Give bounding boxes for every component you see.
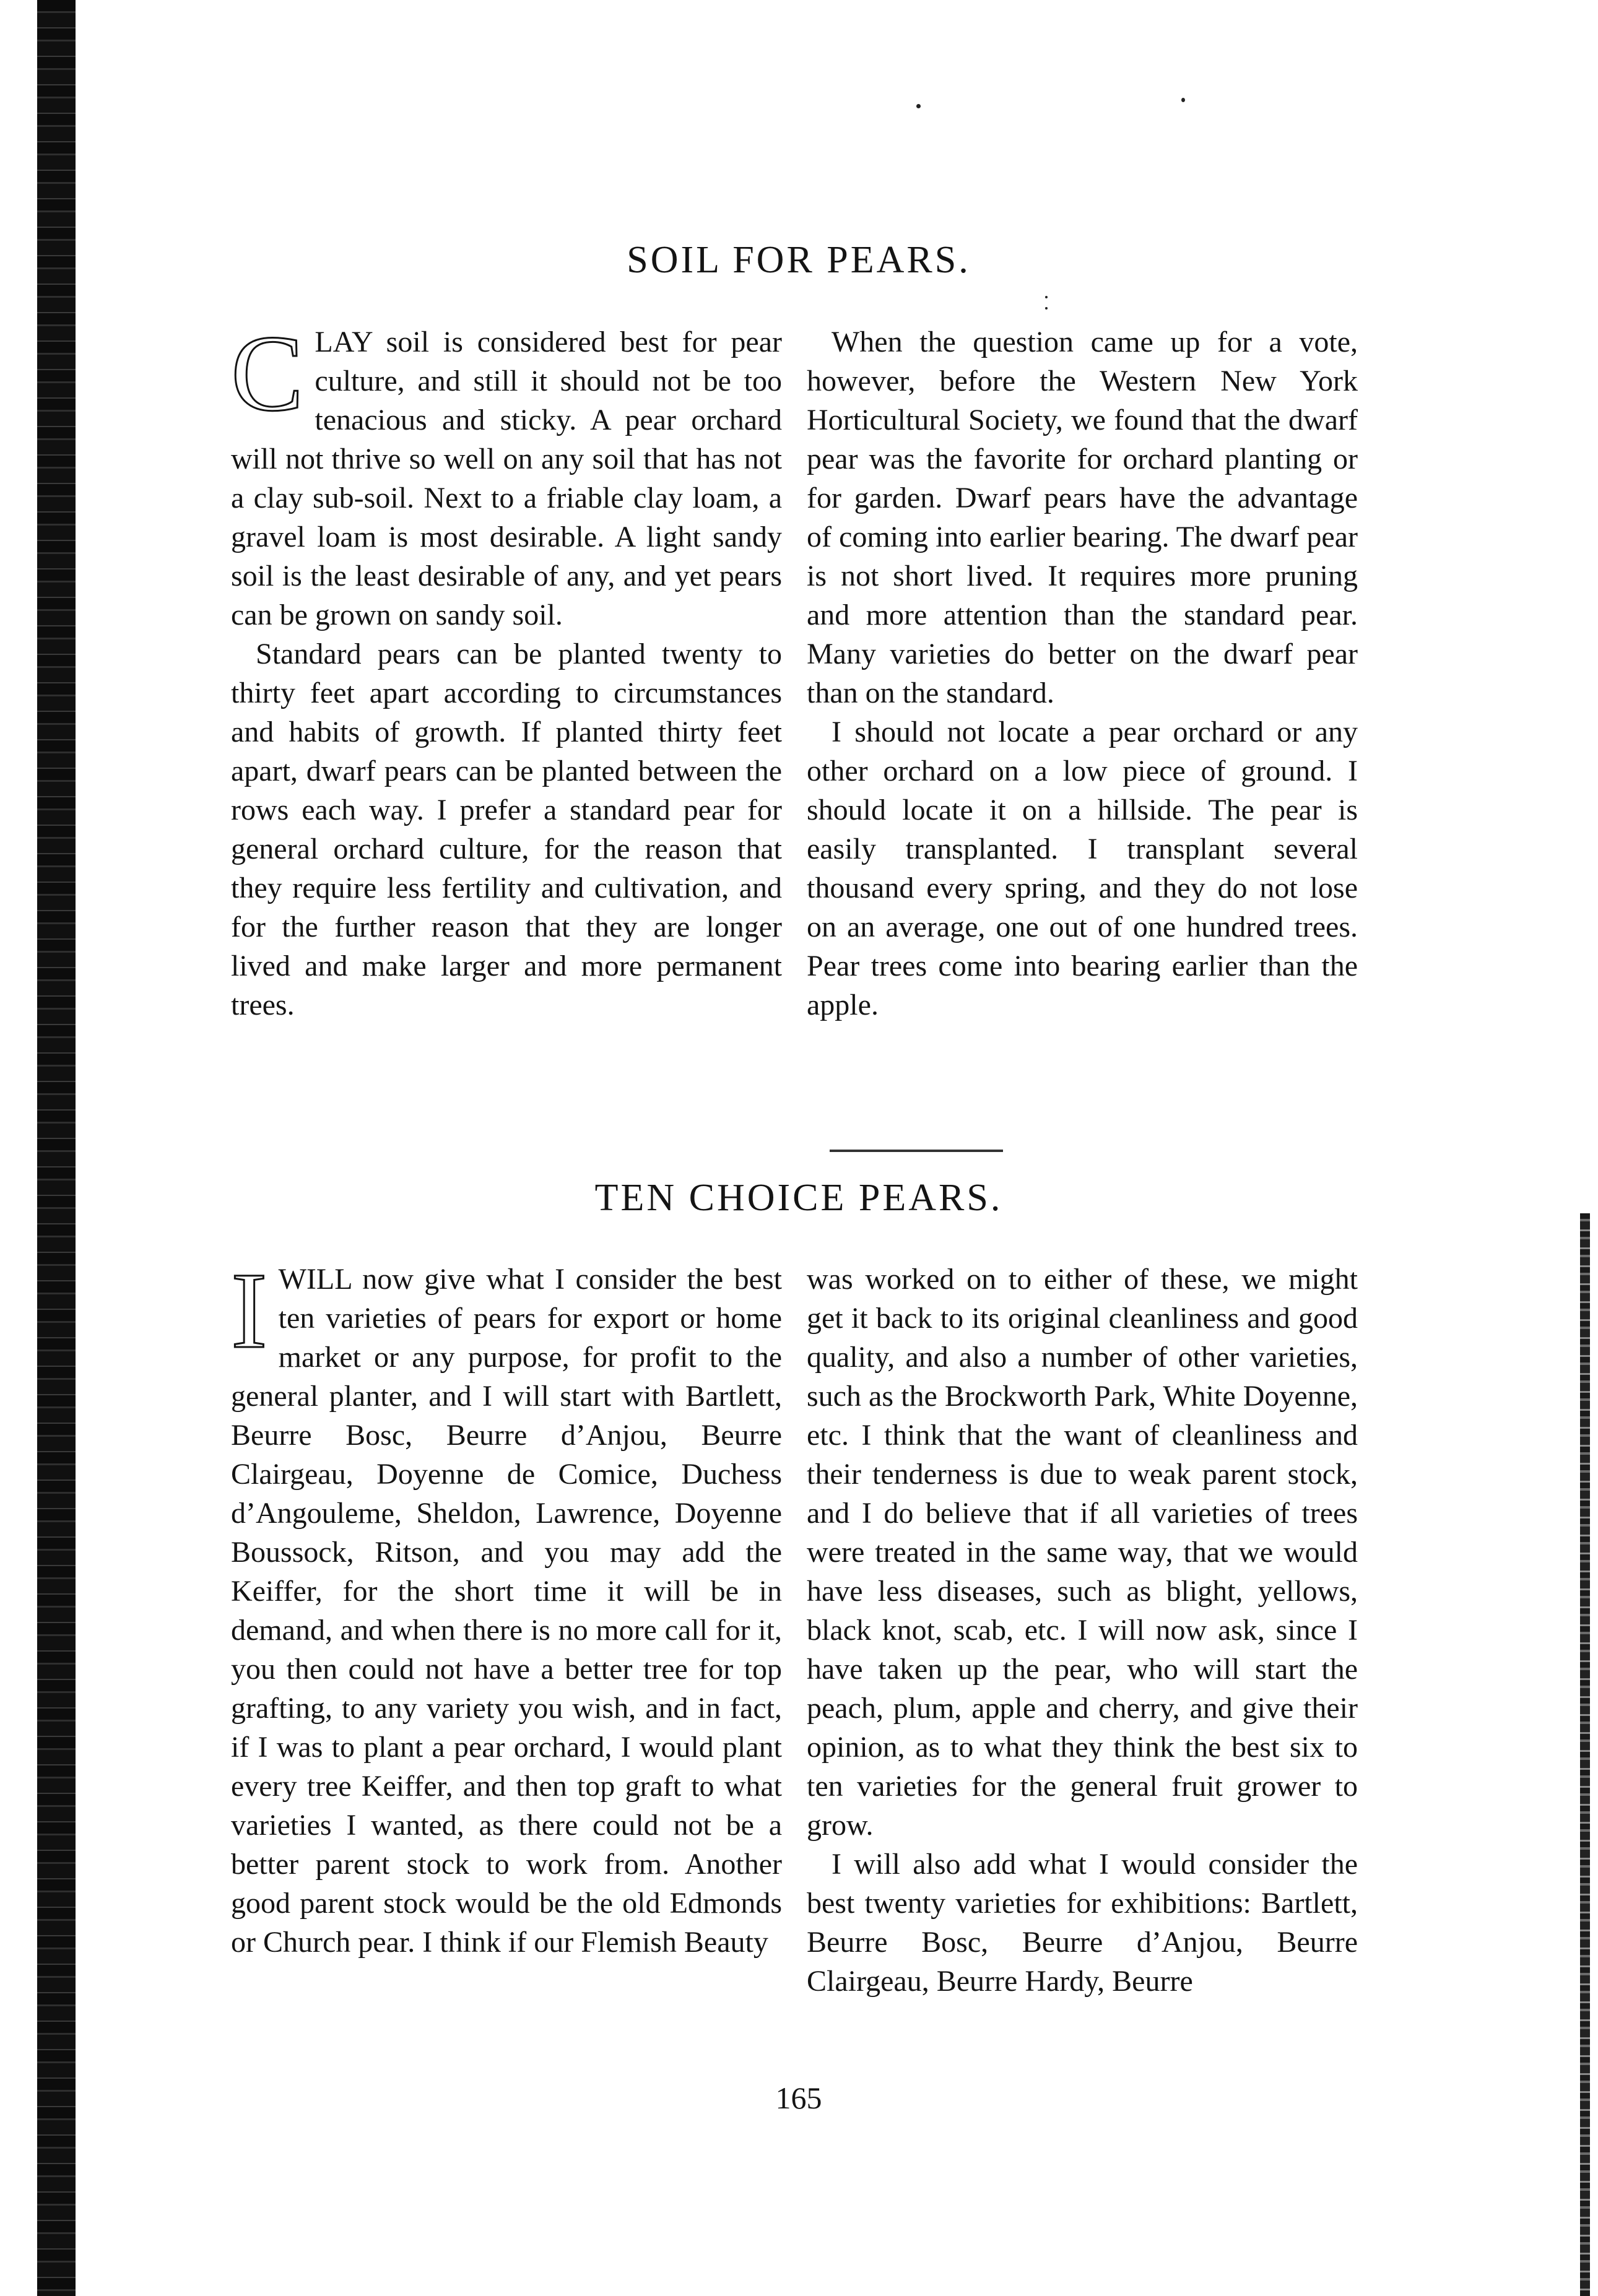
dropcap-letter: I <box>231 1250 267 1371</box>
scanned-binding-edge-left <box>37 0 76 2296</box>
soil-paragraph-1-text: LAY soil is considered best for pear culture, and still it should not be too tenacious and sticky. A pear orchard will not thrive so well on any soil that has not a clay sub-soil. Next to a friable clay loam, a gravel loam is most desirable. A light sandy soil is the least desirable of any, and yet pears can be grown on sandy soil. <box>231 326 782 631</box>
section-title-soil-for-pears: SOIL FOR PEARS. <box>627 239 971 281</box>
section-divider <box>830 1150 1003 1152</box>
dropcap-letter: C <box>231 313 304 434</box>
scan-speck <box>916 104 921 108</box>
scanned-binding-edge-right <box>1580 1213 1590 2296</box>
page-number: 165 <box>775 2081 822 2115</box>
ten-pears-paragraph-2: was worked on to either of these, we might get it back to its original cleanliness and good quality, and also a number of other varieties, such as the Brockworth Park, White Doyenne, etc. I think that the want of cleanliness and their tenderness is due to weak parent stock, and I do believe that if all varieties of trees were treated in the same way, that we would have less diseases, such as blight, yellows, black knot, scab, etc. I will now ask, since I have taken up the pear, who will start the peach, plum, apple and cherry, and give their opinion, as to what they think the best six to ten varieties for the general fruit grower to grow. <box>807 1263 1358 1842</box>
scan-speck <box>1181 98 1185 102</box>
soil-paragraph-2: Standard pears can be planted twenty to thirty feet apart according to circumstances and habits of growth. If planted thirty feet apart, dwarf pears can be planted between the rows each way. I prefer a standard pear for general orchard culture, for the reason that they require less fertility and cultivation, and for the further reason that they are longer lived and make larger and more permanent trees. <box>231 638 782 1021</box>
soil-paragraph-3: When the question came up for a vote, however, before the Western New York Horticultural Society, we found that the dwarf pear was the favorite for orchard planting or for garden. Dwarf pears have the advantage of coming into earlier bearing. The dwarf pear is not short lived. It requires more pruning and more attention than the standard pear. Many varieties do better on the dwarf pear than on the standard. <box>807 326 1358 709</box>
section-title-ten-choice-pears: TEN CHOICE PEARS. <box>594 1177 1003 1219</box>
soil-paragraph-1 <box>231 313 782 635</box>
scan-speck <box>1045 296 1048 298</box>
ten-pears-paragraph-3: I will also add what I would consider the best twenty varieties for exhibitions: Bartlett, Beurre Bosc, Beurre d’Anjou, Beurre Clairgeau, Beurre Hardy, Beurre <box>807 1848 1358 1998</box>
ten-pears-right-column <box>807 1260 1358 2001</box>
soil-paragraph-4: I should not locate a pear orchard or any other orchard on a low piece of ground. I should locate it on a hillside. The pear is easily transplanted. I transplant several thousand every spring, and they do not lose on an average, one out of one hundred trees. Pear trees come into bearing earlier than the apple. <box>807 716 1358 1021</box>
ten-pears-paragraph-1-text: WILL now give what I consider the best ten varieties of pears for export or home market or any purpose, for profit to the general planter, and I will start with Bartlett, Beurre Bosc, Beurre d’Anjou, Beurre Clairgeau, Doyenne de Comice, Duchess d’Angouleme, Sheldon, Lawrence, Doyenne Boussock, Ritson, and you may add the Keiffer, for the short time it will be in demand, and when there is no more call for it, you then could not have a better tree for top grafting, to any variety you wish, and in fact, if I was to plant a pear orchard, I would plant every tree Keiffer, and then top graft to what varieties I wanted, as there could not be a better parent stock to work from. Another good parent stock would be the old Edmonds or Church pear. I think if our Flemish Beauty <box>231 1263 782 1959</box>
soil-right-column <box>807 323 1358 1025</box>
ten-pears-left-column <box>231 1250 782 1962</box>
soil-left-column <box>231 313 782 1025</box>
scan-speck <box>1045 307 1048 310</box>
ten-pears-paragraph-1 <box>231 1250 782 1962</box>
